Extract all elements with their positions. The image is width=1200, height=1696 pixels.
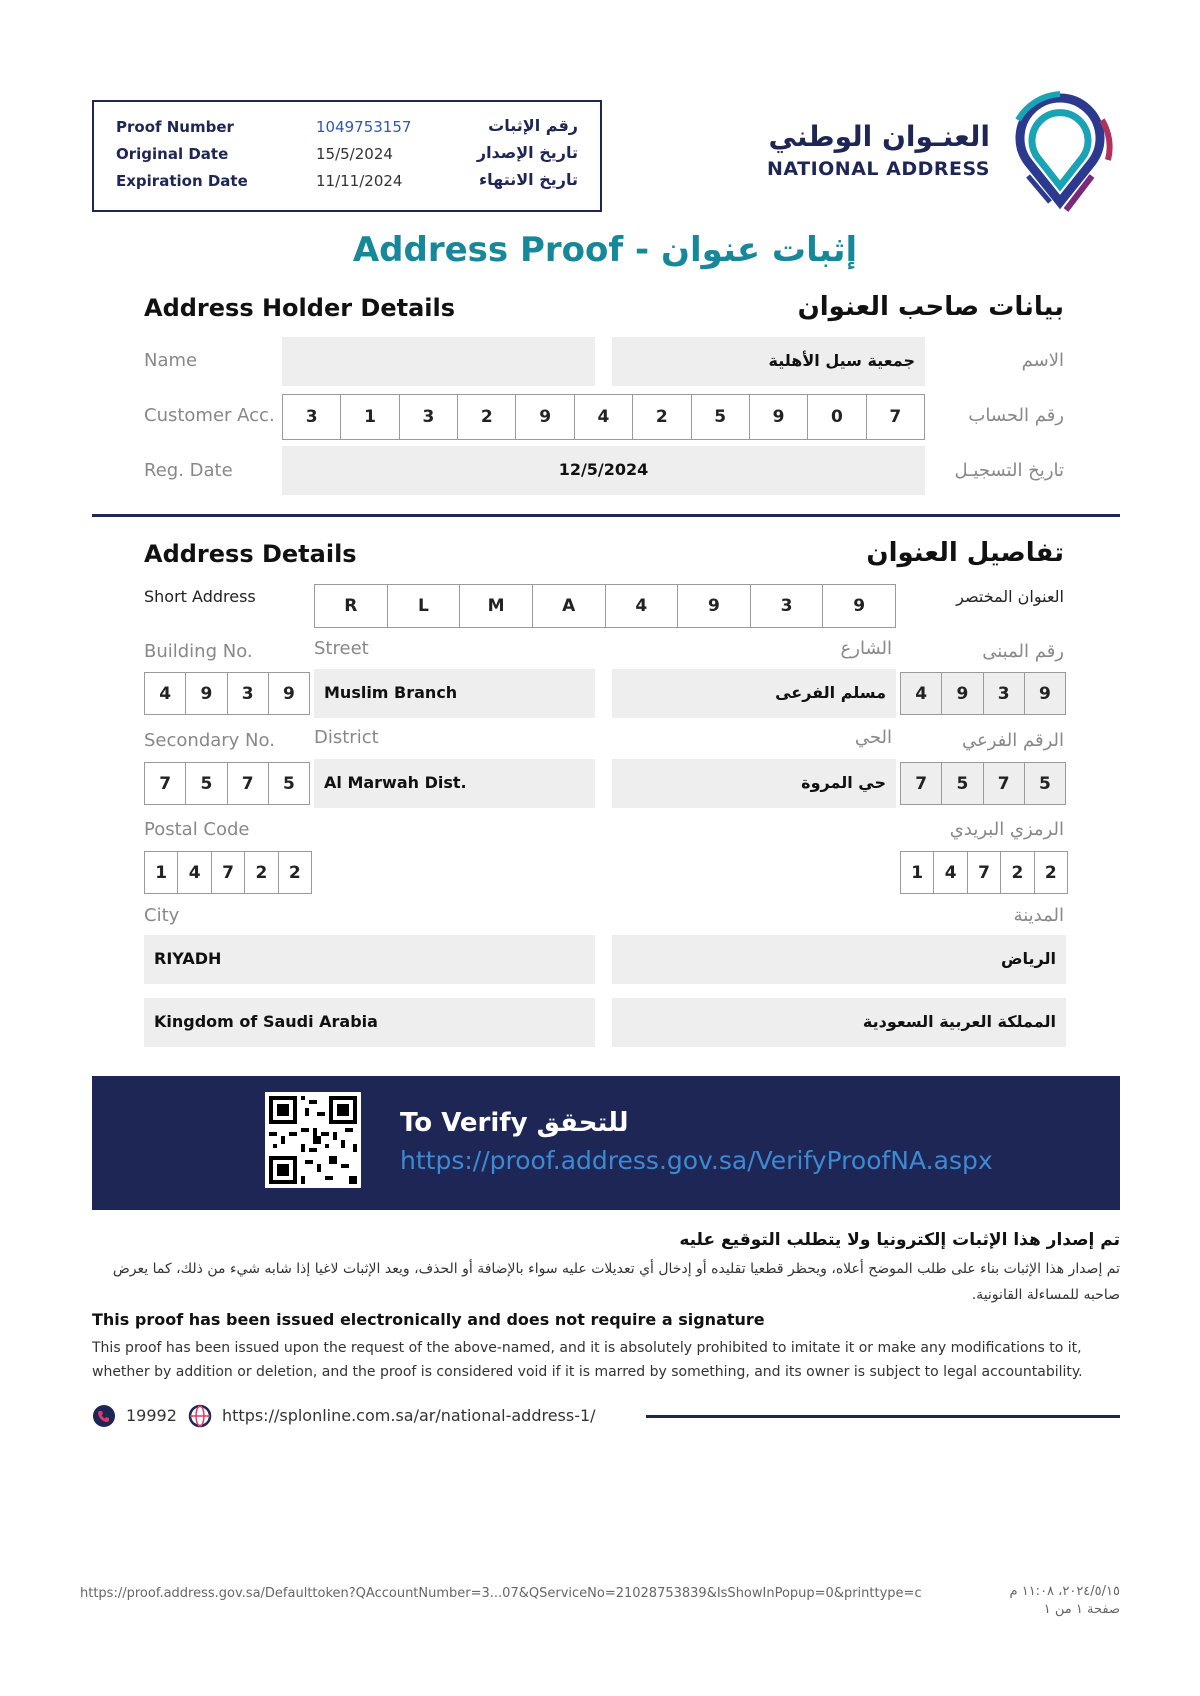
- account-label-ar: رقم الحساب: [968, 405, 1064, 426]
- name-label: Name: [144, 350, 198, 371]
- reg-date-label: Reg. Date: [144, 460, 233, 481]
- name-field-ar: [612, 337, 925, 386]
- district-field-en: [314, 759, 595, 808]
- digit-cell: 7: [889, 407, 902, 427]
- digit-cell: 9: [282, 683, 295, 704]
- district-ar-value: حي المروة: [801, 773, 886, 792]
- postal-code-boxes-ar: [900, 851, 1068, 894]
- note-body-ar: تم إصدار هذا الإثبات بناء على طلب الموضح أعلاه، ويحظر قطعيا تقليده أو إدخال أي تعديلات عليه سواء بالإضافة أو الحذف، ويعد الإثبات لاغيا إذا شابه شيء من ذلك، كما يعرض صاحبه للمساءلة القانونية.: [112, 1261, 1120, 1303]
- building-label: Building No.: [144, 641, 253, 662]
- secondary-number-boxes-ar: [900, 762, 1066, 805]
- digit-cell: 9: [186, 673, 227, 714]
- digit-cell: 3: [228, 673, 269, 714]
- city-label-ar: المدينة: [1013, 905, 1064, 926]
- digit-cell: 3: [984, 673, 1025, 714]
- country-en-value: Kingdom of Saudi Arabia: [154, 1012, 378, 1031]
- website-link[interactable]: https://splonline.com.sa/ar/national-address-1/: [222, 1406, 596, 1425]
- digit-cell: 4: [178, 852, 211, 893]
- city-en-value: RIYADH: [154, 949, 222, 968]
- digit-cell: M: [460, 585, 533, 627]
- digit-cell: 7: [984, 763, 1025, 804]
- globe-icon: [188, 1404, 212, 1428]
- reg-date-label-ar: تاريخ التسجيـل: [954, 460, 1064, 481]
- digit-cell: 9: [942, 673, 983, 714]
- address-heading: Address Details: [144, 540, 357, 568]
- street-field-ar: [612, 669, 896, 718]
- digit-cell: 4: [145, 673, 186, 714]
- original-date-label-ar: تاريخ الإصدار: [476, 143, 578, 162]
- account-label: Customer Acc.: [144, 405, 275, 426]
- footer-datetime: ٢٠٢٤/٥/١٥، ١١:٠٨ م: [1009, 1584, 1120, 1599]
- digit-cell: 2: [1001, 852, 1034, 893]
- section-divider: [92, 514, 1120, 517]
- digit-cell: 2: [245, 852, 278, 893]
- digit-cell: L: [388, 585, 461, 627]
- expiration-date-label-ar: تاريخ الانتهاء: [478, 170, 578, 189]
- digit-cell: 2: [288, 862, 301, 883]
- verify-link[interactable]: https://proof.address.gov.sa/VerifyProofNA.aspx: [400, 1146, 993, 1175]
- digit-cell: 3: [400, 395, 458, 439]
- digit-cell: 3: [751, 585, 824, 627]
- verify-title: To Verify للتحقق: [400, 1108, 629, 1138]
- logo-text-ar: العنـوان الوطني: [768, 120, 990, 153]
- name-field-en: [282, 337, 595, 386]
- footer-url: https://proof.address.gov.sa/Defaulttoken?QAccountNumber=3...07&QServiceNo=21028753839&IsShowInPopup=0&printtype=c: [80, 1586, 922, 1601]
- street-label-ar: الشارع: [840, 638, 892, 659]
- footer-page: صفحة ١ من ١: [1043, 1602, 1120, 1617]
- expiration-date-value: 11/11/2024: [316, 172, 403, 190]
- digit-cell: 7: [901, 763, 942, 804]
- note-title-ar: تم إصدار هذا الإثبات إلكترونيا ولا يتطلب التوقيع عليه: [679, 1230, 1120, 1250]
- district-label-ar: الحي: [854, 727, 892, 748]
- digit-cell: 4: [934, 852, 967, 893]
- reg-date-field: [282, 446, 925, 495]
- digit-cell: 1: [341, 395, 399, 439]
- qr-code-icon[interactable]: [265, 1092, 361, 1188]
- holder-heading: Address Holder Details: [144, 294, 456, 322]
- digit-cell: 5: [942, 763, 983, 804]
- phone-icon: [92, 1404, 116, 1428]
- digit-cell: 2: [633, 395, 691, 439]
- building-number-boxes-en: [144, 672, 310, 715]
- account-number-boxes: [282, 394, 925, 440]
- city-ar-value: الرياض: [1001, 949, 1056, 968]
- postal-label-ar: الرمزي البريدي: [949, 819, 1064, 840]
- short-address-label-ar: العنوان المختصر: [956, 587, 1064, 606]
- proof-number-value: 1049753157: [316, 118, 412, 136]
- city-field-ar: [612, 935, 1066, 984]
- digit-cell: 5: [692, 395, 750, 439]
- expiration-date-label: Expiration Date: [116, 172, 248, 190]
- original-date-label: Original Date: [116, 145, 229, 163]
- name-label-ar: الاسم: [1021, 350, 1064, 371]
- digit-cell: 5: [186, 763, 227, 804]
- digit-cell: 5: [1038, 773, 1051, 794]
- digit-cell: 2: [458, 395, 516, 439]
- digit-cell: 9: [678, 585, 751, 627]
- verify-banner: [92, 1076, 1120, 1210]
- secondary-number-boxes-en: [144, 762, 310, 805]
- digit-cell: A: [533, 585, 606, 627]
- digit-cell: R: [315, 585, 388, 627]
- digit-cell: 9: [1038, 683, 1051, 704]
- postal-label: Postal Code: [144, 819, 250, 840]
- digit-cell: 2: [1044, 862, 1057, 883]
- digit-cell: 0: [808, 395, 866, 439]
- short-address-label: Short Address: [144, 587, 256, 606]
- postal-code-boxes-en: [144, 851, 312, 894]
- digit-cell: 9: [516, 395, 574, 439]
- street-en-value: Muslim Branch: [324, 683, 458, 702]
- building-label-ar: رقم المبنى: [982, 641, 1064, 662]
- digit-cell: 7: [228, 763, 269, 804]
- secondary-label: Secondary No.: [144, 730, 275, 751]
- logo-text-en: NATIONAL ADDRESS: [766, 158, 990, 180]
- country-field-ar: [612, 998, 1066, 1047]
- proof-info-box: [92, 100, 602, 212]
- digit-cell: 9: [853, 596, 866, 616]
- digit-cell: 1: [901, 852, 934, 893]
- digit-cell: 1: [145, 852, 178, 893]
- short-address-boxes: [314, 584, 896, 628]
- holder-heading-ar: بيانات صاحب العنوان: [797, 292, 1064, 322]
- street-label: Street: [314, 638, 369, 659]
- secondary-label-ar: الرقم الفرعي: [962, 730, 1064, 751]
- city-label: City: [144, 905, 180, 926]
- digit-cell: 4: [901, 673, 942, 714]
- note-body-en: This proof has been issued upon the request of the above-named, and it is absolutely prohibited to imitate it or make any modifications to it, whether by addition or deletion, and the proof is considered void if it is marred by something, and its owner is subject to legal accountability.: [92, 1340, 1083, 1380]
- building-number-boxes-ar: [900, 672, 1066, 715]
- phone-number[interactable]: 19992: [126, 1406, 177, 1425]
- digit-cell: 5: [282, 773, 295, 794]
- proof-number-label: Proof Number: [116, 118, 234, 136]
- country-field-en: [144, 998, 595, 1047]
- digit-cell: 9: [750, 395, 808, 439]
- name-ar-value: جمعية سيل الأهلية: [768, 351, 915, 370]
- digit-cell: 3: [283, 395, 341, 439]
- digit-cell: 4: [575, 395, 633, 439]
- city-field-en: [144, 935, 595, 984]
- district-label: District: [314, 727, 379, 748]
- address-heading-ar: تفاصيل العنوان: [866, 538, 1064, 568]
- digit-cell: 7: [145, 763, 186, 804]
- country-ar-value: المملكة العربية السعودية: [862, 1012, 1056, 1031]
- street-ar-value: مسلم الفرعى: [775, 683, 886, 702]
- proof-number-label-ar: رقم الإثبات: [488, 116, 578, 135]
- note-title-en: This proof has been issued electronically and does not require a signature: [92, 1310, 765, 1329]
- original-date-value: 15/5/2024: [316, 145, 393, 163]
- page-title: Address Proof - إثبات عنوان: [352, 230, 858, 270]
- district-field-ar: [612, 759, 896, 808]
- digit-cell: 7: [968, 852, 1001, 893]
- digit-cell: 4: [606, 585, 679, 627]
- street-field-en: [314, 669, 595, 718]
- digit-cell: 7: [212, 852, 245, 893]
- district-en-value: Al Marwah Dist.: [324, 773, 467, 792]
- reg-date-value: 12/5/2024: [558, 460, 649, 479]
- national-address-logo-icon: [1000, 90, 1120, 216]
- contact-rule: [646, 1415, 1120, 1418]
